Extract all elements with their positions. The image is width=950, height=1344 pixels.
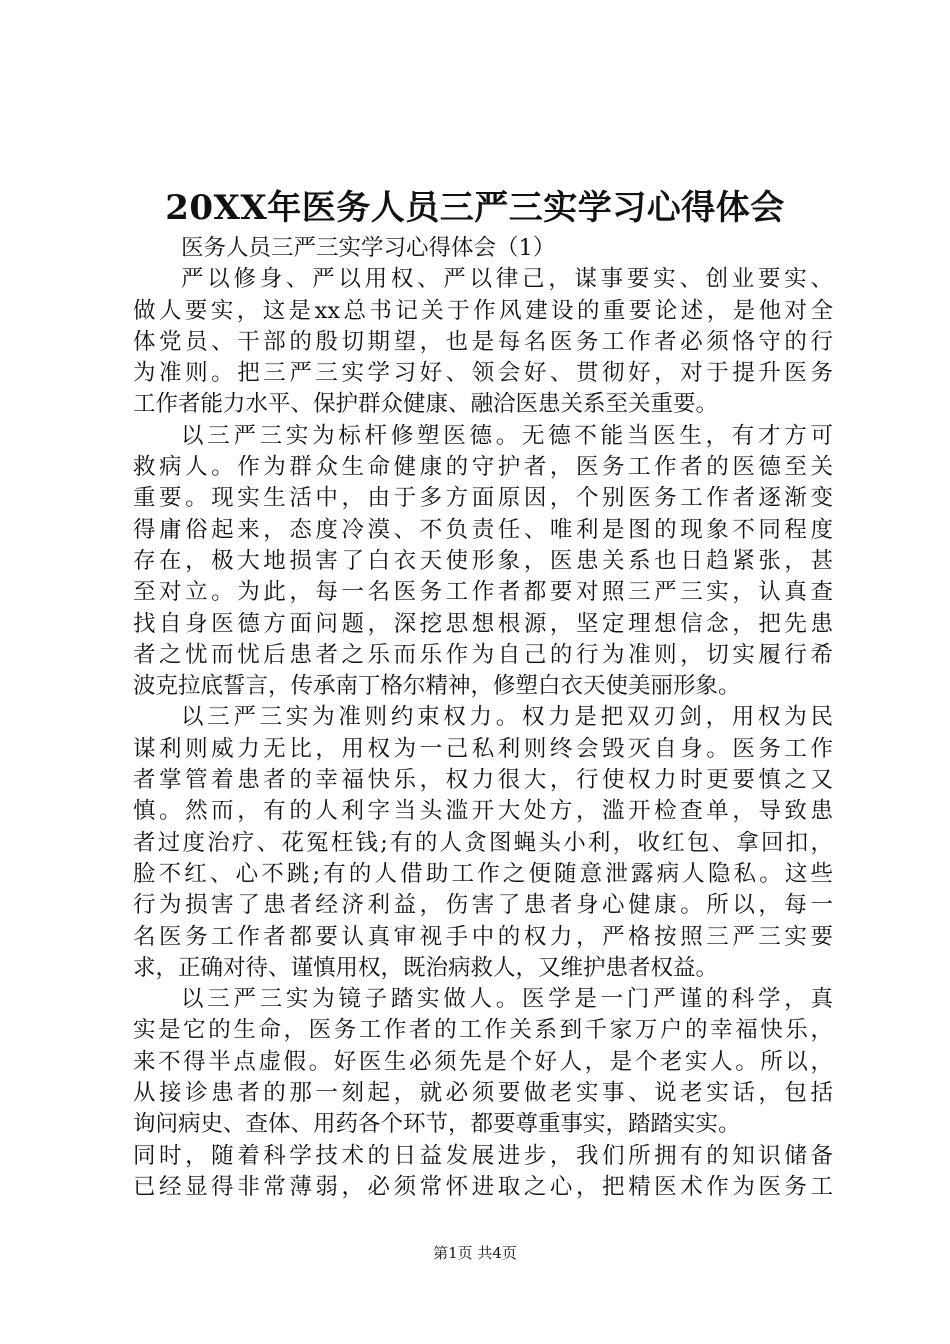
text-line: 谋利则威力无比，用权为一己私利则终会毁灭自身。医务工作: [133, 735, 833, 762]
text-line: 为准则。把三严三实学习好、领会好、贯彻好，对于提升医务: [133, 360, 833, 387]
text-line: 以三严三实为标杆修塑医德。无德不能当医生，有才方可: [181, 422, 833, 449]
text-line: 以三严三实为准则约束权力。权力是把双刃剑，用权为民: [181, 704, 833, 731]
text-line: 从接诊患者的那一刻起，就必须要做老实事、说老实话，包括: [133, 1080, 833, 1107]
text-line: 行为损害了患者经济利益，伤害了患者身心健康。所以，每一: [133, 892, 833, 919]
text-line: 重要。现实生活中，由于多方面原因，个别医务工作者逐渐变: [133, 485, 833, 512]
text-line: 实是它的生命，医务工作者的工作关系到千家万户的幸福快乐，: [133, 1017, 833, 1044]
text-line: 波克拉底誓言，传承南丁格尔精神，修塑白衣天使美丽形象。: [133, 673, 741, 700]
text-line: 以三严三实为镜子踏实做人。医学是一门严谨的科学，真: [181, 986, 833, 1013]
document-title: 20XX年医务人员三严三实学习心得体会: [165, 188, 785, 228]
text-line: 来不得半点虚假。好医生必须先是个好人，是个老实人。所以，: [133, 1048, 833, 1075]
text-line: 救病人。作为群众生命健康的守护者，医务工作者的医德至关: [133, 454, 833, 481]
text-line: 存在，极大地损害了白衣天使形象，医患关系也日趋紧张，甚: [133, 547, 833, 574]
text-line: 工作者能力水平、保护群众健康、融洽医患关系至关重要。: [133, 391, 719, 418]
text-line: 者掌管着患者的幸福快乐，权力很大，行使权力时更要慎之又: [133, 767, 833, 794]
text-line: 体党员、干部的殷切期望，也是每名医务工作者必须恪守的行: [133, 328, 833, 355]
text-line: 者过度治疗、花冤枉钱;有的人贪图蝇头小利，收红包、拿回扣，: [133, 829, 833, 856]
text-line: 得庸俗起来，态度冷漠、不负责任、唯利是图的现象不同程度: [133, 516, 833, 543]
text-line: 者之忧而忧后患者之乐而乐作为自己的行为准则，切实履行希: [133, 641, 833, 668]
text-line: 找自身医德方面问题，深挖思想根源，坚定理想信念，把先患: [133, 610, 833, 637]
text-line: 已经显得非常薄弱，必须常怀进取之心，把精医术作为医务工: [133, 1173, 833, 1200]
text-line: 做人要实，这是xx总书记关于作风建设的重要论述，是他对全: [133, 297, 833, 324]
page-footer: 第1页 共4页: [433, 1244, 517, 1262]
document-body: [133, 233, 833, 1203]
text-line: 询问病史、查体、用药各个环节，都要尊重事实，踏踏实实。: [133, 1111, 741, 1138]
text-line: 医务人员三严三实学习心得体会（1）: [181, 235, 556, 261]
text-line: 求，正确对待、谨慎用权，既治病救人，又维护患者权益。: [133, 954, 719, 981]
text-line: 严以修身、严以用权、严以律己，谋事要实、创业要实、: [181, 266, 833, 293]
text-line: 脸不红、心不跳;有的人借助工作之便随意泄露病人隐私。这些: [133, 860, 833, 887]
text-line: 同时，随着科学技术的日益发展进步，我们所拥有的知识储备: [133, 1142, 833, 1169]
text-line: 名医务工作者都要认真审视手中的权力，严格按照三严三实要: [133, 923, 833, 950]
text-line: 至对立。为此，每一名医务工作者都要对照三严三实，认真查: [133, 579, 833, 606]
text-line: 慎。然而，有的人利字当头滥开大处方，滥开检查单，导致患: [133, 798, 833, 825]
